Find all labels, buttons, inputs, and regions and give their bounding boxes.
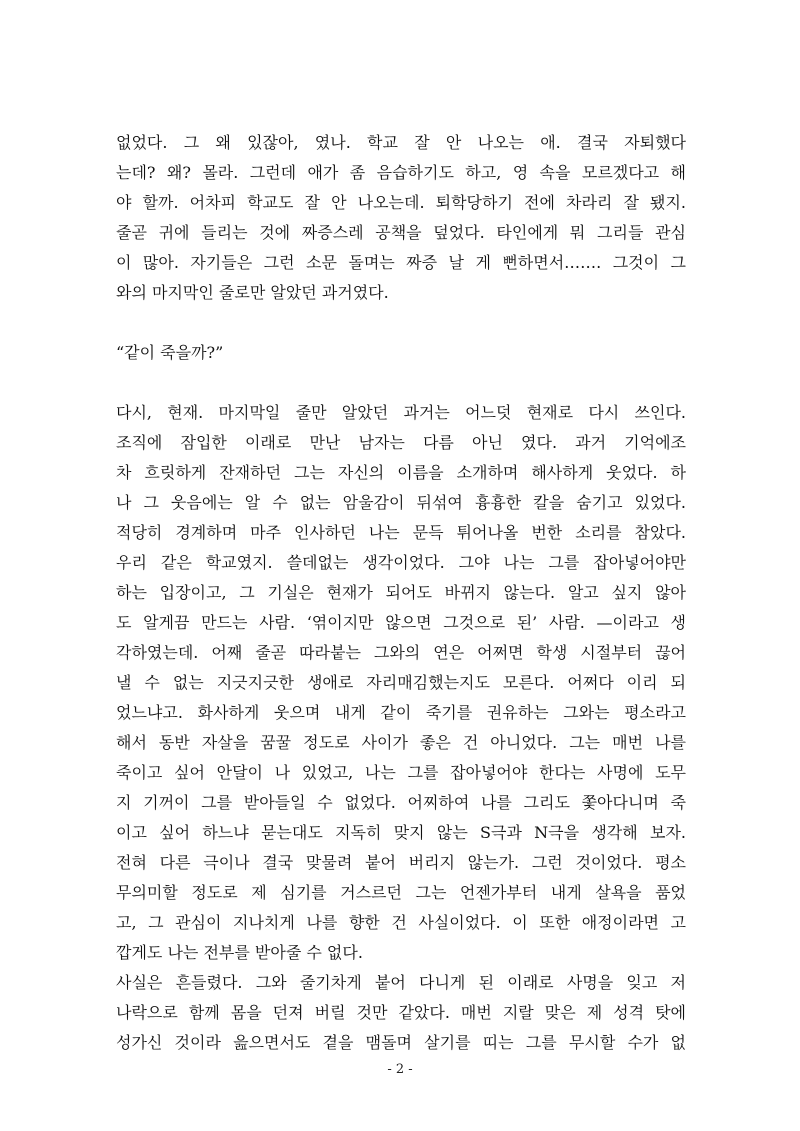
text-line: 적당히 경계하며 마주 인사하던 나는 문득 튀어나올 번한 소리를 참았다. xyxy=(116,523,686,542)
dialogue-paragraph xyxy=(116,338,686,368)
text-line: 야 할까. 어차피 학교도 잘 안 나오는데. 퇴학당하기 전에 차라리 잘 됐지. xyxy=(116,193,686,212)
text-line: 도 알게끔 만드는 사람. ‘엮이지만 않으면 그것으로 된’ 사람. —이라고 생 xyxy=(116,613,686,632)
text-line: 나 그 웃음에는 알 수 없는 암울감이 뒤섞여 흉흉한 칼을 숨기고 있었다. xyxy=(116,493,686,512)
text-line: 깝게도 나는 전부를 받아줄 수 없다. xyxy=(116,943,363,962)
blank-line xyxy=(116,368,686,398)
text-line: 죽이고 싶어 안달이 나 있었고, 나는 그를 잡아넣어야 한다는 사명에 도무 xyxy=(116,763,686,782)
text-line: 줄곧 귀에 들리는 것에 짜증스레 공책을 덮었다. 타인에게 뭐 그리들 관심 xyxy=(116,223,686,242)
text-line: 각하였는데. 어째 줄곧 따라붙는 그와의 연은 어쩌면 학생 시절부터 끊어 xyxy=(116,643,686,662)
text-line: 없었다. 그 왜 있잖아, 였나. 학교 잘 안 나오는 애. 결국 자퇴했다 xyxy=(116,133,686,152)
text-line: 성가신 것이라 읊으면서도 곁을 맴돌며 살기를 띠는 그를 무시할 수가 없 xyxy=(116,1033,686,1052)
paragraph-4 xyxy=(116,968,686,1058)
text-line: 낼 수 없는 지긋지긋한 생애로 자리매김했는지도 모른다. 어쩌다 이리 되 xyxy=(116,673,686,692)
text-line: 이 많아. 자기들은 그런 소문 돌며는 짜증 날 게 뻔하면서……. 그것이 그 xyxy=(116,253,686,272)
text-line: 이고 싶어 하느냐 묻는대도 지독히 맞지 않는 S극과 N극을 생각해 보자. xyxy=(116,823,686,842)
text-line: 고, 그 관심이 지나치게 나를 향한 건 사실이었다. 이 또한 애정이라면 고 xyxy=(116,913,686,932)
text-line: 조직에 잠입한 이래로 만난 남자는 다름 아닌 였다. 과거 기억에조 xyxy=(116,433,686,452)
text-line: 전혀 다른 극이나 결국 맞물려 붙어 버리지 않는가. 그런 것이었다. 평소 xyxy=(116,853,686,872)
text-line: 와의 마지막인 줄로만 알았던 과거였다. xyxy=(116,283,389,302)
text-line: 우리 같은 학교였지. 쓸데없는 생각이었다. 그야 나는 그를 잡아넣어야만 xyxy=(116,553,686,572)
text-line: 무의미할 정도로 제 심기를 거스르던 그는 언젠가부터 내게 살욕을 품었 xyxy=(116,883,686,902)
blank-line xyxy=(116,308,686,338)
page-number: - 2 - xyxy=(387,1062,413,1077)
body-text xyxy=(116,128,686,1058)
paragraph-3 xyxy=(116,398,686,968)
text-line: 나락으로 함께 몸을 던져 버릴 것만 같았다. 매번 지랄 맞은 제 성격 탓에 xyxy=(116,1003,686,1022)
paragraph-1 xyxy=(116,128,686,308)
text-line: 는데? 왜? 몰라. 그런데 애가 좀 음습하기도 하고, 영 속을 모르겠다고 해 xyxy=(116,163,686,182)
text-line: 었느냐고. 화사하게 웃으며 내게 같이 죽기를 권유하는 그와는 평소라고 xyxy=(116,703,686,722)
text-line: 해서 동반 자살을 꿈꿀 정도로 사이가 좋은 건 아니었다. 그는 매번 나를 xyxy=(116,733,686,752)
text-line: 지 기꺼이 그를 받아들일 수 없었다. 어찌하여 나를 그리도 쫓아다니며 죽 xyxy=(116,793,686,812)
dialogue-line: “같이 죽을까?” xyxy=(116,343,224,362)
text-line: 차 흐릿하게 잔재하던 그는 자신의 이름을 소개하며 해사하게 웃었다. 하 xyxy=(116,463,686,482)
text-line: 다시, 현재. 마지막일 줄만 알았던 과거는 어느덧 현재로 다시 쓰인다. xyxy=(116,403,686,422)
text-line: 하는 입장이고, 그 기실은 현재가 되어도 바뀌지 않는다. 알고 싶지 않아 xyxy=(116,583,686,602)
text-line: 사실은 흔들렸다. 그와 줄기차게 붙어 다니게 된 이래로 사명을 잊고 저 xyxy=(116,973,686,992)
